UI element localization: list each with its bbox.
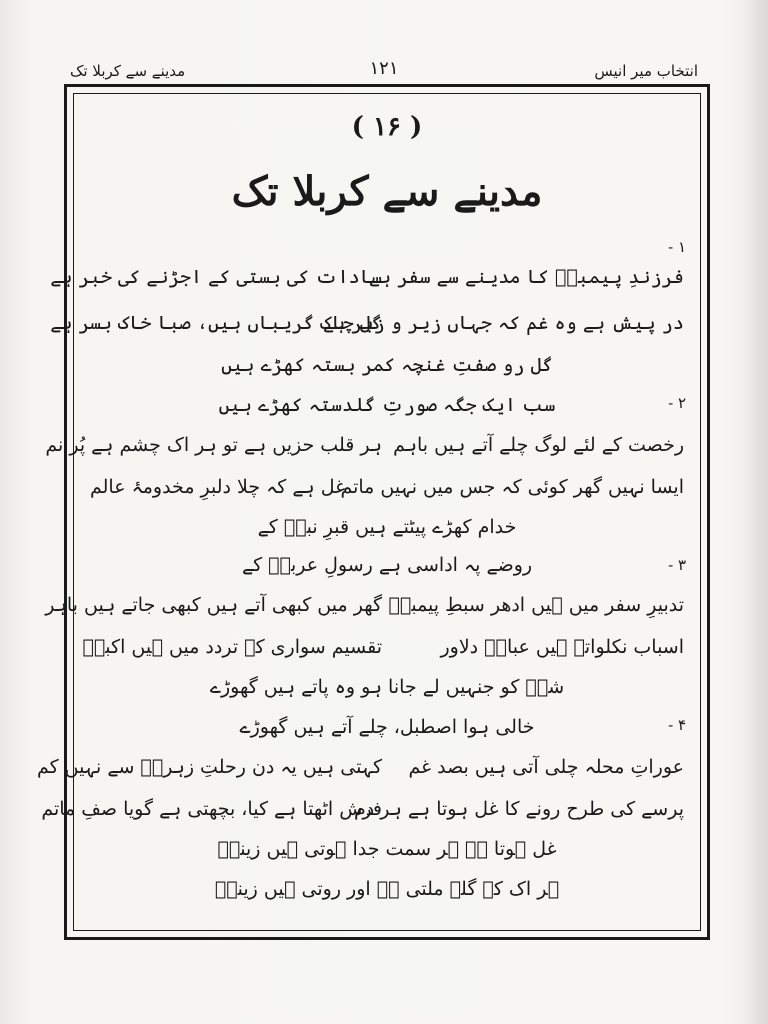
stanza-label: ۱ - xyxy=(668,238,686,256)
header-book-title: انتخاب میر انیس xyxy=(594,62,698,80)
stanza-label: ۲ - xyxy=(668,394,686,412)
verse-line: تقسیم سواری کے تردد میں ہیں اکبرؑ xyxy=(82,636,382,658)
verse-line: رخصت کے لئے لوگ چلے آتے ہیں باہم xyxy=(393,434,684,456)
verse-line: پرسے کی طرح رونے کا غل ہوتا ہے ہر دم xyxy=(354,798,684,820)
verse-line: در پیش ہے وہ غم کہ جہاں زیر و زبر ہے xyxy=(323,312,684,334)
verse-line: ایسا نہیں گھر کوئی کہ جس میں نہیں ماتم xyxy=(340,476,684,498)
couplet-line: غل ہوتا ہے ہر سمت جدا ہوتی ہیں زینبؑ xyxy=(217,838,557,860)
stanza-label: ۳ - xyxy=(668,556,686,574)
page-spine-shadow xyxy=(742,0,768,1024)
couplet-line: خدام کھڑے پیٹتے ہیں قبرِ نبیؐ کے xyxy=(257,516,517,538)
couplet-line: روضے پہ اداسی ہے رسولِ عربیؐ کے xyxy=(241,554,533,576)
couplet-line: شہؑ کو جنہیں لے جانا ہو وہ پاتے ہیں گھوڑے xyxy=(209,676,565,698)
couplet-line: سب ایک جگہ صورتِ گلدستہ کھڑے ہیں xyxy=(218,394,556,416)
couplet-line: خالی ہوا اصطبل، چلے آتے ہیں گھوڑے xyxy=(239,716,535,738)
verse-line: غل ہے کہ چلا دلبرِ مخدومۂ عالم xyxy=(90,476,346,498)
verse-line: سادات کی بستی کے اجڑنے کی خبر ہے xyxy=(50,266,382,288)
verse-line: کہتی ہیں یہ دن رحلتِ زہراؑ سے نہیں کم xyxy=(36,756,382,778)
poem-number: ( ۱۶ ) xyxy=(351,112,423,142)
couplet-line: گل رو صفتِ غنچہ کمر بستہ کھڑے ہیں xyxy=(221,354,553,376)
verse-line: فرش اٹھتا ہے کیا، بچھتی ہے گویا صفِ ماتم xyxy=(41,798,382,820)
header-page-number: ۱۲۱ xyxy=(369,58,399,79)
verse-line: ہر قلب حزیں ہے تو ہر اک چشم ہے پُر نم xyxy=(45,434,382,456)
verse-line: گھر میں کبھی آتے ہیں کبھی جاتے ہیں باہر xyxy=(45,594,382,616)
running-header xyxy=(70,58,698,84)
verse-line: تدبیرِ سفر میں ہیں ادھر سبطِ پیمبرؐ xyxy=(388,594,684,616)
verse-line: اسباب نکلواتے ہیں عباسؑ دلاور xyxy=(440,636,684,658)
header-chapter-title: مدینے سے کربلا تک xyxy=(70,62,186,80)
couplet-line: ہر اک کے گلے ملتی ہے اور روتی ہیں زینبؑ xyxy=(214,878,560,900)
poem-title: مدینے سے کربلا تک xyxy=(231,168,543,215)
poem-content xyxy=(36,100,690,920)
stanza-label: ۴ - xyxy=(668,716,686,734)
verse-line: عوراتِ محلہ چلی آتی ہیں بصد غم xyxy=(408,756,684,778)
verse-line: گل چاک گریباں ہیں، صبا خاک بسر ہے xyxy=(50,312,382,334)
verse-line: فرزندِ پیمبرؐ کا مدینے سے سفر ہے xyxy=(368,266,684,288)
